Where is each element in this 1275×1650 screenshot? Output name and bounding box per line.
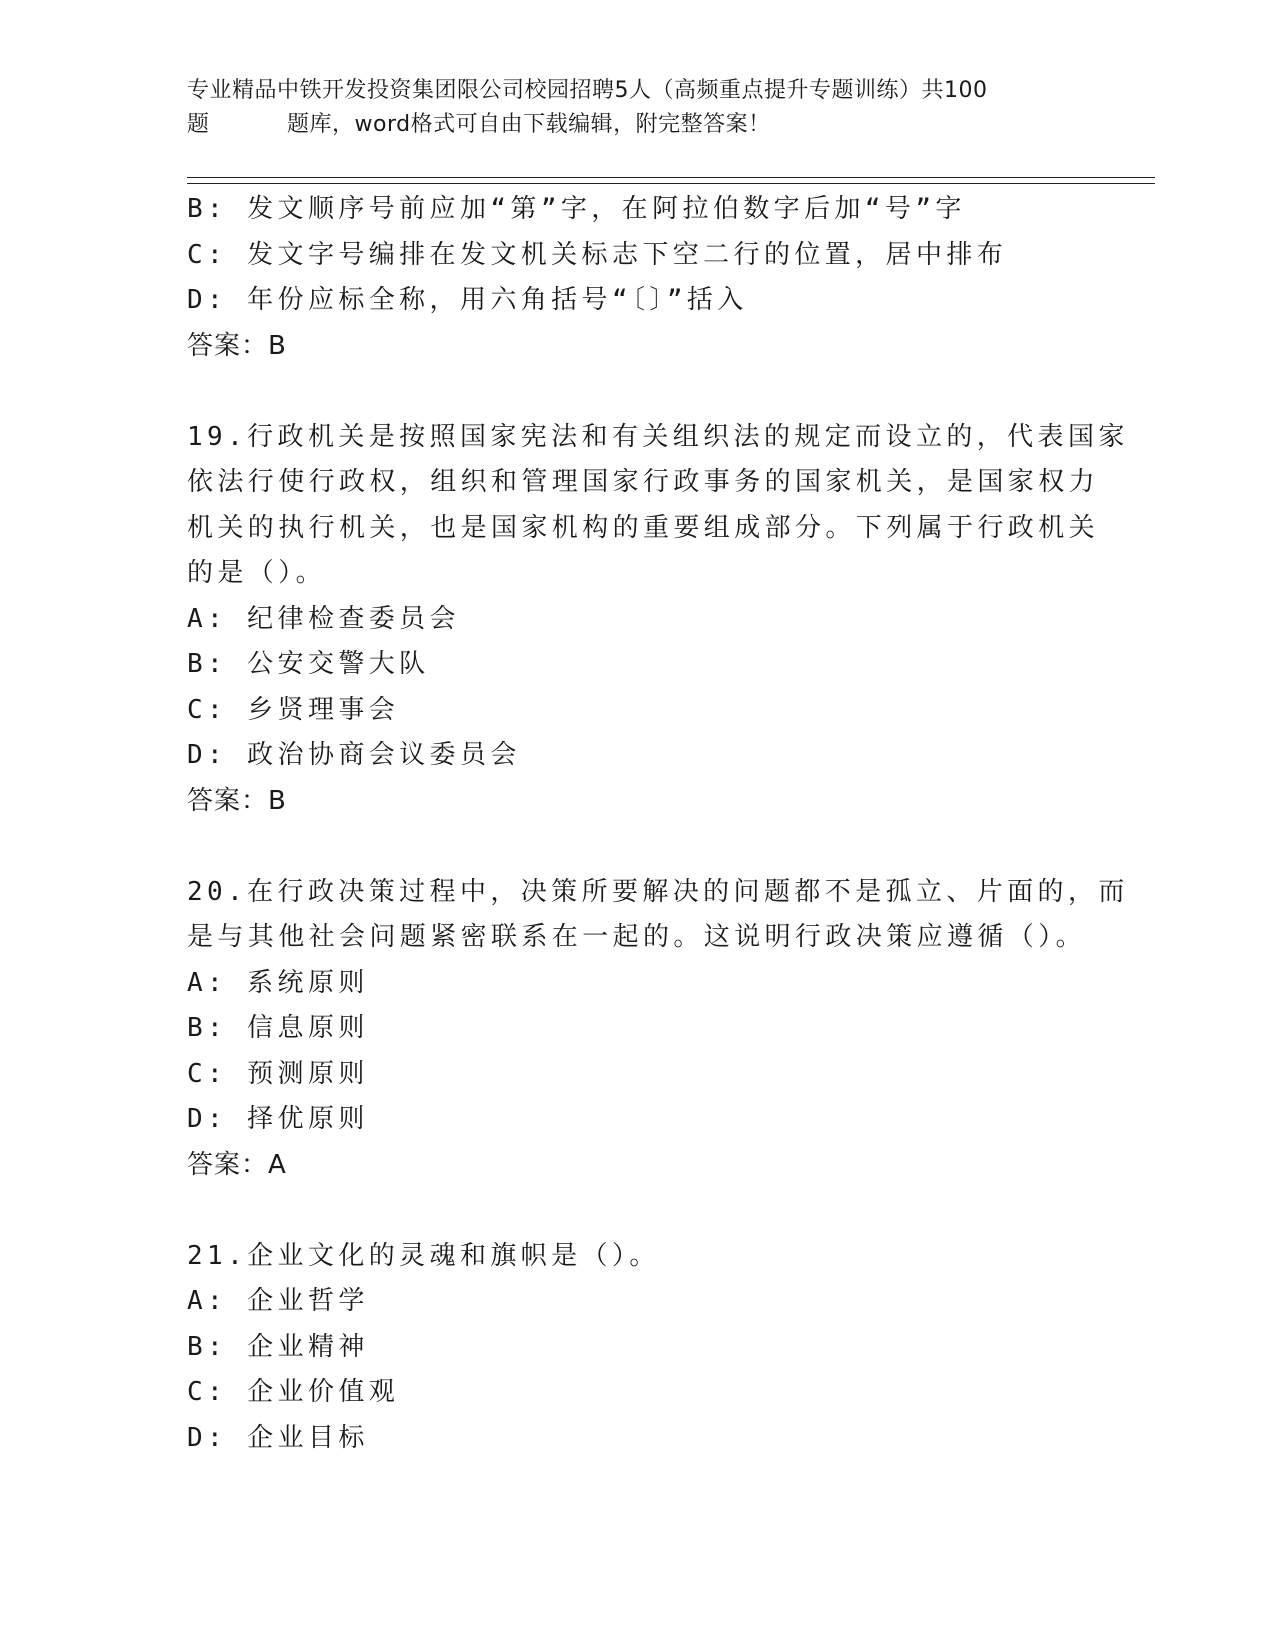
answer-line: 答案：A [187, 1149, 287, 1180]
header-title-line2-rest: 题库，word格式可自由下载编辑，附完整答案！ [287, 112, 771, 137]
question-21 [187, 1234, 1087, 1462]
question-20 [187, 870, 1129, 1189]
question-stem-line: 的是（）。 [187, 558, 327, 588]
question-stem-line: 是与其他社会问题紧密联系在一起的。这说明行政决策应遵循（）。 [187, 922, 1087, 952]
option-c: C: 预测原则 [187, 1058, 369, 1089]
option-b: B: 信息原则 [187, 1013, 369, 1043]
spacer [187, 1188, 1087, 1234]
option-c: C: 发文字号编排在发文机关标志下空二行的位置，居中排布 [187, 239, 1008, 270]
option-d: D: 年份应标全称，用六角括号“〔〕”括入 [187, 285, 748, 315]
question-stem-line: 20.在行政决策过程中，决策所要解决的问题都不是孤立、片面的，而 [187, 876, 1129, 907]
option-b: B: 公安交警大队 [187, 649, 430, 679]
option-c: C: 乡贤理事会 [187, 694, 400, 725]
option-d: D: 择优原则 [187, 1104, 369, 1134]
question-stem-line: 21.企业文化的灵魂和旗帜是（）。 [187, 1240, 660, 1271]
header-divider-bottom [187, 183, 1155, 184]
option-d: D: 政治协商会议委员会 [187, 740, 521, 770]
option-a: A: 系统原则 [187, 967, 369, 998]
question-18-tail [187, 187, 1087, 369]
header-divider-top [187, 177, 1155, 178]
question-stem-line: 19.行政机关是按照国家宪法和有关组织法的规定而设立的，代表国家 [187, 421, 1129, 452]
header-title-line2-prefix: 题 [187, 112, 210, 137]
header-title-line2 [187, 108, 1087, 142]
answer-line: 答案：B [187, 330, 287, 361]
question-19 [187, 415, 1129, 825]
header-title-line1: 专业精品中铁开发投资集团限公司校园招聘5人（高频重点提升专题训练）共100 [187, 78, 988, 103]
option-d: D: 企业目标 [187, 1422, 369, 1453]
question-content [187, 187, 1129, 1461]
page-header [187, 74, 1087, 142]
option-b: B: 发文顺序号前应加“第”字，在阿拉伯数字后加“号”字 [187, 194, 966, 224]
question-stem-line: 机关的执行机关，也是国家机构的重要组成部分。下列属于行政机关 [187, 512, 1100, 543]
option-b: B: 企业精神 [187, 1331, 369, 1362]
answer-line: 答案：B [187, 785, 287, 816]
question-stem-line: 依法行使行政权，组织和管理国家行政事务的国家机关，是国家权力 [187, 467, 1100, 497]
option-c: C: 企业价值观 [187, 1377, 400, 1407]
spacer [187, 824, 1087, 870]
option-a: A: 纪律检查委员会 [187, 603, 460, 634]
spacer [187, 369, 1087, 415]
option-a: A: 企业哲学 [187, 1286, 369, 1316]
